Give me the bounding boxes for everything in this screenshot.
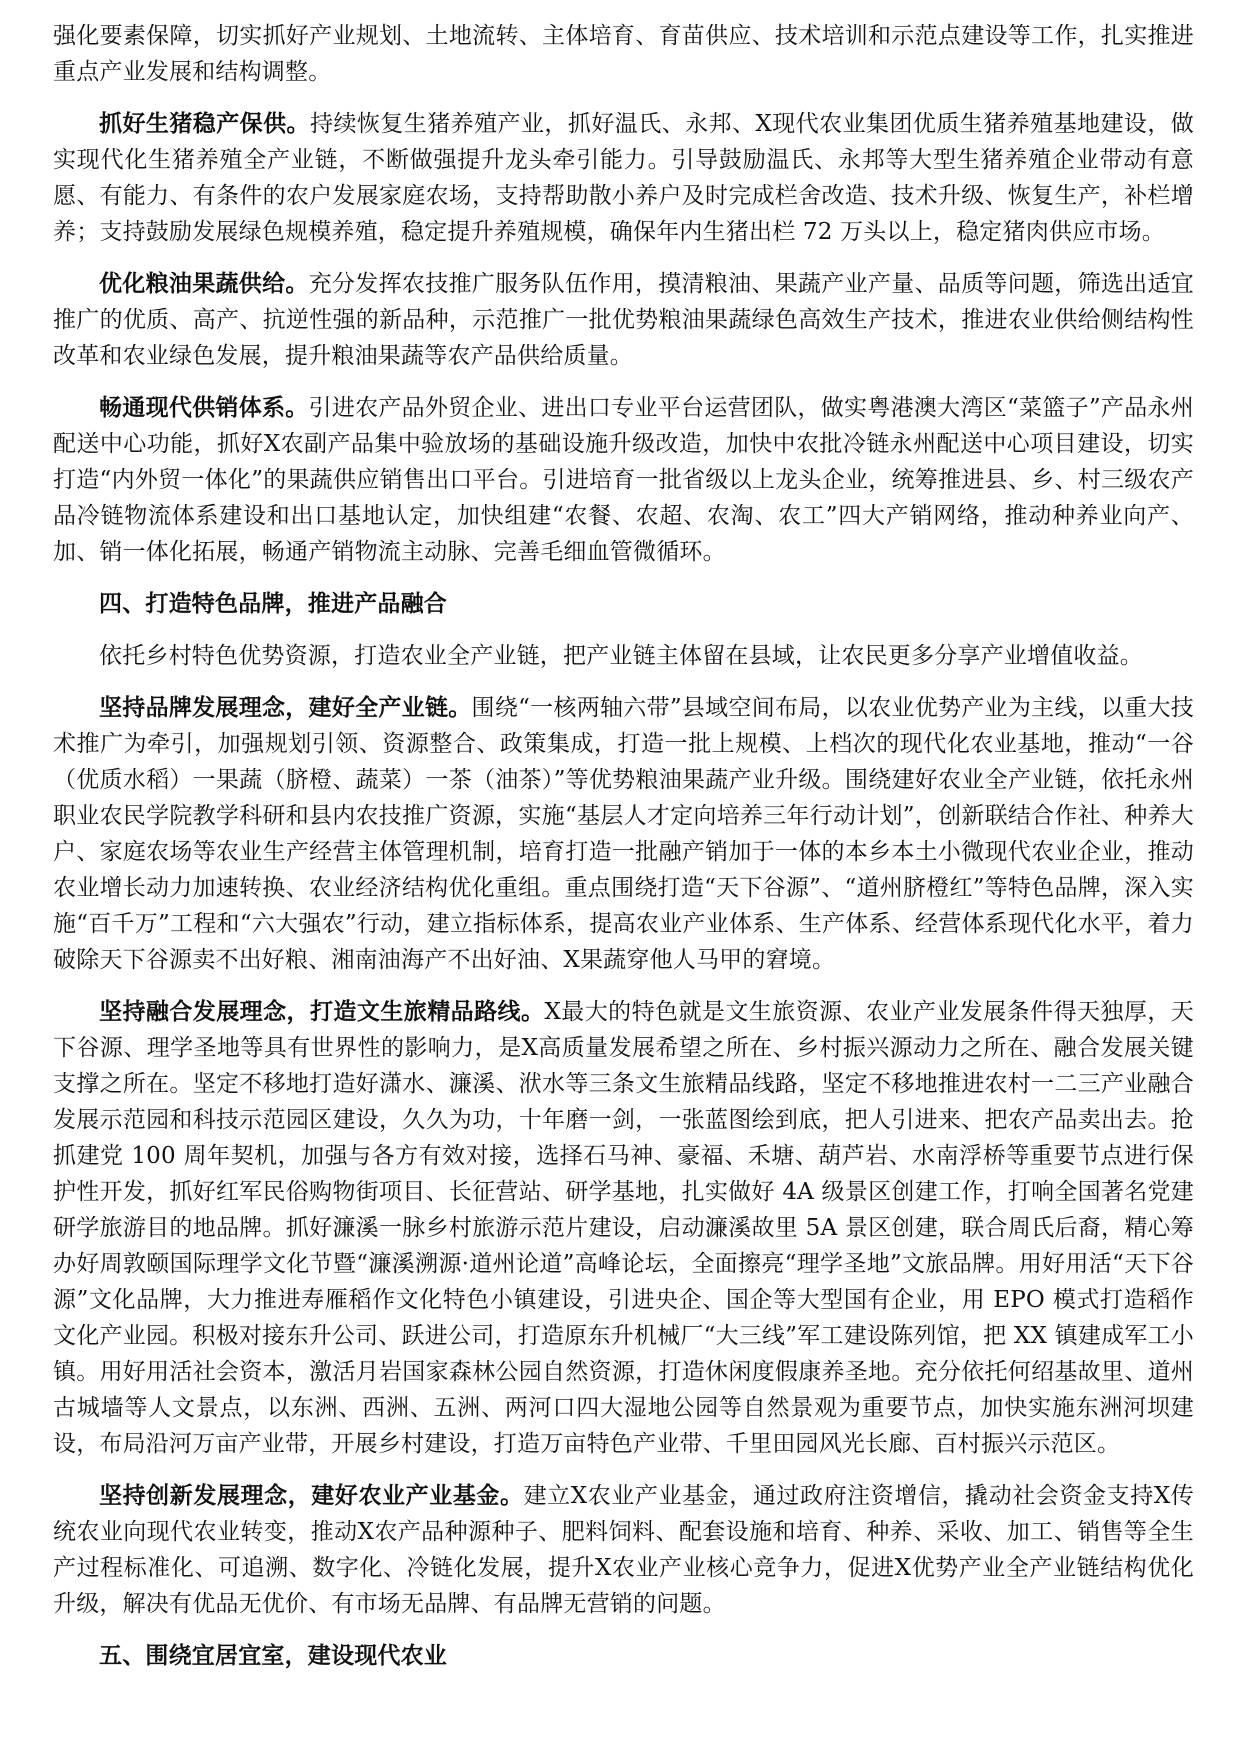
paragraph-culture-tourism: [53, 994, 1194, 1462]
paragraph-industry-fund: [53, 1478, 1194, 1622]
paragraph-supply-chain: [53, 390, 1194, 570]
paragraph-body: X最大的特色就是文生旅资源、农业产业发展条件得天独厚，天下谷源、理学圣地等具有世界性的影响力，是X高质量发展希望之所在、乡村振兴源动力之所在、融合发展关键支撑之所在。坚定不移地打造好潇水、濂溪、洑水等三条文生旅精品线路，坚定不移地推进农村一二三产业融合发展示范园和科技示范园区建设，久久为功，十年磨一剑，一张蓝图绘到底，把人引进来、把农产品卖出去。抢抓建党 100 周年契机，加强与各方有效对接，选择石马神、豪福、禾塘、葫芦岩、水南浮桥等重要节点进行保护性开发，抓好红军民俗购物街项目、长征营站、研学基地，扎实做好 4A 级景区创建工作，打响全国著名党建研学旅游目的地品牌。抓好濂溪一脉乡村旅游示范片建设，启动濂溪故里 5A 景区创建，联合周氏后裔，精心筹办好周敦颐国际理学文化节暨“濂溪溯源·道州论道”高峰论坛，全面擦亮“理学圣地”文旅品牌。用好用活“天下谷源”文化品牌，大力推进寿雁稻作文化特色小镇建设，引进央企、国企等大型国有企业，用 EPO 模式打造稻作文化产业园。积极对接东升公司、跃进公司，打造原东升机械厂“大三线”军工建设陈列馆，把 XX 镇建成军工小镇。用好用活社会资本，激活月岩国家森林公园自然资源，打造休闲度假康养圣地。充分依托何绍基故里、道州古城墙等人文景点，以东洲、西洲、五洲、两河口四大湿地公园等自然景观为重要节点，加快实施东洲河坝建设，布局沿河万亩产业带，开展乡村建设，打造万亩特色产业带、千里田园风光长廊、百村振兴示范区。: [53, 999, 1194, 1457]
paragraph-lead: 坚持品牌发展理念，建好全产业链。: [99, 695, 472, 721]
paragraph-grain-oil-supply: [53, 266, 1194, 374]
paragraph-continuation: 强化要素保障，切实抓好产业规划、土地流转、主体培育、育苗供应、技术培训和示范点建设等工作，扎实推进重点产业发展和结构调整。: [53, 23, 1194, 85]
paragraph-lead: 优化粮油果蔬供给。: [99, 271, 309, 297]
paragraph-lead: 抓好生猪稳产保供。: [99, 111, 310, 137]
paragraph-body: 围绕“一核两轴六带”县域空间布局，以农业优势产业为主线，以重大技术推广为牵引，加强规划引领、资源整合、政策集成，打造一批上规模、上档次的现代化农业基地，推动“一谷（优质水稻）一果蔬（脐橙、蔬菜）一茶（油茶）”等优势粮油果蔬产业升级。围绕建好农业全产业链，依托永州职业农民学院教学科研和县内农技推广资源，实施“基层人才定向培养三年行动计划”，创新联结合作社、种养大户、家庭农场等农业生产经营主体管理机制，培育打造一批融产销加于一体的本乡本土小微现代农业企业，推动农业增长动力加速转换、农业经济结构优化重组。重点围绕打造“天下谷源”、“道州脐橙红”等特色品牌，深入实施“百千万”工程和“六大强农”行动，建立指标体系，提高农业产业体系、生产体系、经营体系现代化水平，着力破除天下谷源卖不出好粮、湘南油海产不出好油、X果蔬穿他人马甲的窘境。: [53, 695, 1195, 973]
paragraph-lead: 畅通现代供销体系。: [99, 395, 309, 421]
section-heading-5: 五、围绕宜居宜室，建设现代农业: [99, 1643, 447, 1669]
section-heading-4: 四、打造特色品牌，推进产品融合: [99, 591, 447, 617]
paragraph-body: 引进农产品外贸企业、进出口专业平台运营团队，做实粤港澳大湾区“菜篮子”产品永州配送中心功能，抓好X农副产品集中验放场的基础设施升级改造，加快中农批冷链永州配送中心项目建设，切实打造“内外贸一体化”的果蔬供应销售出口平台。引进培育一批省级以上龙头企业，统筹推进县、乡、村三级农产品冷链物流体系建设和出口基地认定，加快组建“农餐、农超、农淘、农工”四大产销网络，推动种养业向产、加、销一体化拓展，畅通产销物流主动脉、完善毛细血管微循环。: [53, 395, 1194, 565]
paragraph-brand-industry-chain: [53, 690, 1194, 978]
paragraph-body: 充分发挥农技推广服务队伍作用，摸清粮油、果蔬产业产量、品质等问题，筛选出适宜推广的优质、高产、抗逆性强的新品种，示范推广一批优势粮油果蔬绿色高效生产技术，推进农业供给侧结构性改革和农业绿色发展，提升粮油果蔬等农产品供给质量。: [53, 271, 1194, 369]
paragraph-lead: 坚持融合发展理念，打造文生旅精品路线。: [99, 999, 545, 1025]
paragraph-pig-supply: [53, 106, 1194, 250]
paragraph-body: 持续恢复生猪养殖产业，抓好温氏、永邦、X现代农业集团优质生猪养殖基地建设，做实现代化生猪养殖全产业链，不断做强提升龙头牵引能力。引导鼓励温氏、永邦等大型生猪养殖企业带动有意愿、有能力、有条件的农户发展家庭农场，支持帮助散小养户及时完成栏舍改造、技术升级、恢复生产，补栏增养；支持鼓励发展绿色规模养殖，稳定提升养殖规模，确保年内生猪出栏 72 万头以上，稳定猪肉供应市场。: [53, 111, 1194, 245]
paragraph-section-intro: 依托乡村特色优势资源，打造农业全产业链，把产业链主体留在县域，让农民更多分享产业增值收益。: [99, 643, 1143, 669]
paragraph-lead: 坚持创新发展理念，建好农业产业基金。: [99, 1483, 524, 1509]
paragraph-body: 建立X农业产业基金，通过政府注资增信，撬动社会资金支持X传统农业向现代农业转变，推动X农产品种源种子、肥料饲料、配套设施和培育、种养、采收、加工、销售等全生产过程标准化、可追溯、数字化、冷链化发展，提升X农业产业核心竞争力，促进X优势产业全产业链结构优化升级，解决有优品无优价、有市场无品牌、有品牌无营销的问题。: [53, 1483, 1194, 1617]
